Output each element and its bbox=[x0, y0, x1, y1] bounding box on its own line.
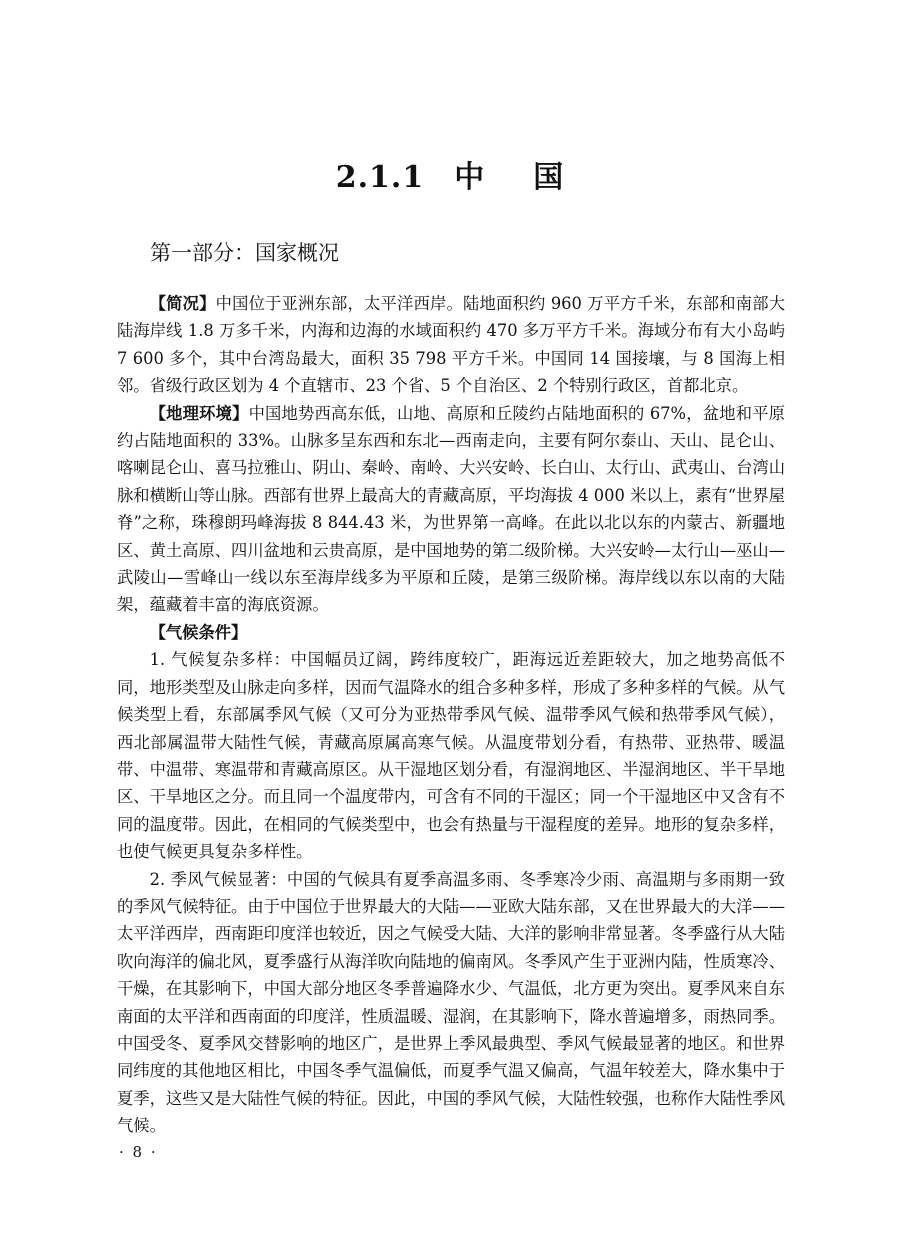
paragraph-overview bbox=[117, 290, 785, 400]
climate-tag: 【气候条件】 bbox=[149, 622, 248, 642]
page-title bbox=[0, 156, 900, 200]
overview-tag: 【简况】 bbox=[149, 294, 216, 313]
overview-text: 中国位于亚洲东部，太平洋西岸。陆地面积约 960 万平方千米，东部和南部大陆海岸线 1.8 万多千米，内海和边海的水域面积约 470 多万平方千米。海域分布有大小岛屿 7 600 多个，其中台湾岛最大，面积 35 798 平方千米。中国同 14 国接壤，与 8 国海上相邻。省级行政区划为 4 个直辖市、23 个省、5 个自治区、2 个特别行政区，首都北京。 bbox=[117, 294, 785, 396]
title-number: 2.1.1 bbox=[335, 160, 425, 195]
paragraph-climate-2: 2. 季风气候显著：中国的气候具有夏季高温多雨、冬季寒冷少雨、高温期与多雨期一致的季风气候特征。由于中国位于世界最大的大陆——亚欧大陆东部，又在世界最大的大洋——太平洋西岸，西南距印度洋也较近，因之气候受大陆、大洋的影响非常显著。冬季盛行从大陆吹向海洋的偏北风，夏季盛行从海洋吹向陆地的偏南风。冬季风产生于亚洲内陆，性质寒冷、干燥，在其影响下，中国大部分地区冬季普遍降水少、气温低，北方更为突出。夏季风来自东南面的太平洋和西南面的印度洋，性质温暖、湿润，在其影响下，降水普遍增多，雨热同季。中国受冬、夏季风交替影响的地区广，是世界上季风最典型、季风气候最显著的地区。和世界同纬度的其他地区相比，中国冬季气温偏低，而夏季气温又偏高，气温年较差大，降水集中于夏季，这些又是大陆性气候的特征。因此，中国的季风气候，大陆性较强，也称作大陆性季风气候。 bbox=[117, 869, 785, 1136]
paragraph-geography bbox=[117, 400, 785, 619]
page-number: · 8 · bbox=[119, 1143, 158, 1161]
body-text bbox=[117, 290, 785, 1140]
title-word-1: 中 bbox=[454, 160, 486, 195]
geography-text: 中国地势西高东低，山地、高原和丘陵约占陆地面积的 67%，盆地和平原约占陆地面积的 33%。山脉多呈东西和东北—西南走向，主要有阿尔泰山、天山、昆仑山、喀喇昆仑山、喜马拉雅山、阴山、秦岭、南岭、大兴安岭、长白山、太行山、武夷山、台湾山脉和横断山等山脉。西部有世界上最高大的青藏高原，平均海拔 4 000 米以上，素有“世界屋脊”之称，珠穆朗玛峰海拔 8 844.43 米，为世界第一高峰。在此以北以东的内蒙古、新疆地区、黄土高原、四川盆地和云贵高原，是中国地势的第二级阶梯。大兴安岭—太行山—巫山—武陵山—雪峰山一线以东至海岸线多为平原和丘陵，是第三级阶梯。海岸线以东以南的大陆架，蕴藏着丰富的海底资源。 bbox=[117, 403, 785, 615]
paragraph-climate-1: 1. 气候复杂多样：中国幅员辽阔，跨纬度较广，距海远近差距较大，加之地势高低不同，地形类型及山脉走向多样，因而气温降水的组合多种多样，形成了多种多样的气候。从气候类型上看，东部属季风气候（又可分为亚热带季风气候、温带季风气候和热带季风气候），西北部属温带大陆性气候，青藏高原属高寒气候。从温度带划分看，有热带、亚热带、暖温带、中温带、寒温带和青藏高原区。从干湿地区划分看，有湿润地区、半湿润地区、半干旱地区、干旱地区之分。而且同一个温度带内，可含有不同的干湿区；同一个干湿地区中又含有不同的温度带。因此，在相同的气候类型中，也会有热量与干湿程度的差异。地形的复杂多样，也使气候更具复杂多样性。 bbox=[117, 650, 785, 862]
paragraph-climate-heading bbox=[117, 619, 785, 646]
title-word-2: 国 bbox=[533, 160, 565, 195]
geography-tag: 【地理环境】 bbox=[149, 403, 249, 423]
section-heading: 第一部分：国家概况 bbox=[150, 241, 339, 265]
